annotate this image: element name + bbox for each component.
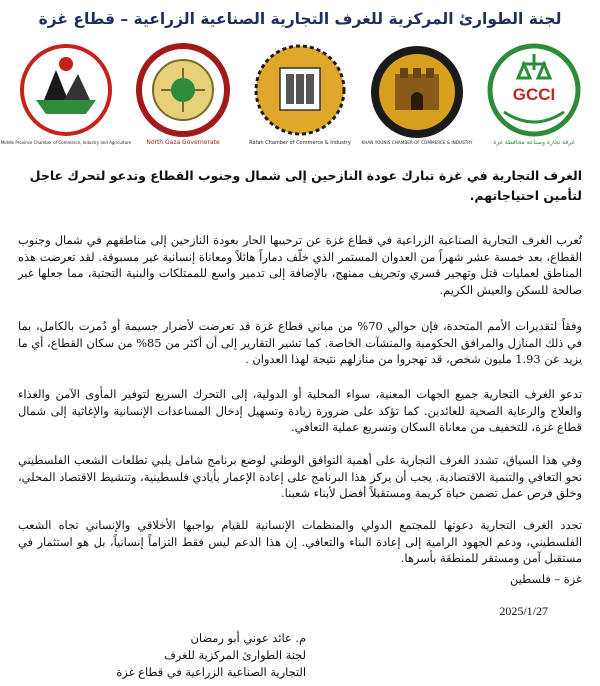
gaza-chamber-caption: غرفة تجارة وصناعة محافظة غزة xyxy=(493,139,575,146)
gaza-chamber-emblem xyxy=(484,40,584,150)
signatory-title-line-2: التجارية الصناعية الزراعية في قطاع غزة xyxy=(116,665,306,679)
gaza-chamber-logo xyxy=(484,40,584,150)
document-headline: الغرف التجارية في غزة تبارك عودة النازحين إلى شمال وجنوب القطاع وتدعو لتحرك عاجل لتأمين احتياجاتهم. xyxy=(29,168,582,203)
signatory-title-line-1: لجنة الطوارئ المركزية للغرف xyxy=(164,648,306,662)
khan-younis-caption: KHAN YOUNIS CHAMBER OF COMMERCE & INDUSTRY xyxy=(361,140,473,145)
north-gaza-chamber-logo xyxy=(133,40,233,150)
north-gaza-caption: North Gaza Governorate xyxy=(146,139,220,146)
rafah-emblem xyxy=(250,40,350,150)
rafah-caption: Rafah Chamber of Commerce & Industry xyxy=(249,140,351,146)
rafah-chamber-logo xyxy=(250,40,350,150)
place-line: غزة – فلسطين xyxy=(510,572,582,586)
middle-province-caption: Middle Province Chamber of Commerce, Industry and Agriculture xyxy=(0,140,132,145)
paragraph-5: تجدد الغرف التجارية دعوتها للمجتمع الدولي والمنظمات الإنسانية للقيام بواجبها الأخلاقي والإنساني تجاه الشعب الفلسطيني، ودعم الجهود الرامية إلى إعادة البناء والتعافي. إن هذا الدعم ليس فقط التزاماً إنسانياً، بل هو استثمار في مستقبل آمن ومستقر للمنطقة بأسرها. xyxy=(18,518,582,566)
signatory-name: م. عائد عوني أبو رمضان xyxy=(190,631,306,645)
paragraph-4: وفي هذا السياق، تشدد الغرف التجارية على أهمية التوافق الوطني لوضع برنامج شامل يلبي تطلعات الشعب الفلسطيني نحو التعافي والتنمية الاقتصادية. يجب أن يركز هذا البرنامج على إعادة الإعمار بأيادي فلسطينية، وتنشيط الاقتصاد المحلي، وخلق فرص عمل تضمن حياة كريمة ومستقبلاً أفضل لأبناء شعبنا. xyxy=(18,453,582,501)
paragraph-3: تدعو الغرف التجارية جميع الجهات المعنية، سواء المحلية أو الدولية، إلى التحرك السريع لتوفير المأوى الآمن والغذاء والعلاج والرعاية الصحية للعائدين. كما تؤكد على ضرورة زيادة وتسهيل إدخال المساعدات الإنسانية والإغاثية إلى شمال قطاع غزة، للتخفيف من معاناة السكان وتسريع عملية التعافي. xyxy=(18,387,582,435)
khan-younis-emblem xyxy=(361,40,473,150)
middle-province-chamber-logo xyxy=(0,40,132,150)
paragraph-1: تُعرب الغرف التجارية الصناعية الزراعية في قطاع غزة عن ترحيبها الحار بعودة النازحين إلى مناطقهم في شمال وجنوب القطاع، بعد خمسة عشر شهراً من العدوان المستمر الذي خلّف دماراً هائلاً ومعاناة إنسانية غير مسبوقة. لقد تعرضت هذه المناطق لعمليات قتل وتهجير قسري وتجريف ممنهج، بالإضافة إلى تدمير واسع للممتلكات والبنية التحتية، مما جعلها غير صالحة للسكن والعيش الكريم. xyxy=(18,233,582,297)
logos-row xyxy=(0,40,584,150)
signature-block xyxy=(96,630,306,681)
header-title: لجنة الطوارئ المركزية للغرف التجارية الصناعية الزراعية – قطاع غزة xyxy=(38,10,562,28)
gcci-mark: GCCI xyxy=(512,85,556,104)
paragraph-2: وفقاً لتقديرات الأمم المتحدة، فإن حوالي 70% من مباني قطاع غزة قد تعرضت لأضرار جسيمة أو دُمرت بالكامل، بما في ذلك المنازل والمرافق الحكومية والمنشآت الخاصة. كما تشير التقارير إلى أن أكثر من 85% من سكان القطاع، أي ما يزيد عن 1.93 مليون شخص، قد تهجروا من منازلهم نتيجة لهذا العدوان . xyxy=(18,319,582,367)
khan-younis-chamber-logo xyxy=(361,40,473,150)
middle-province-emblem xyxy=(0,40,132,150)
north-gaza-emblem xyxy=(133,40,233,150)
document-date: 2025/1/27 xyxy=(499,604,548,618)
